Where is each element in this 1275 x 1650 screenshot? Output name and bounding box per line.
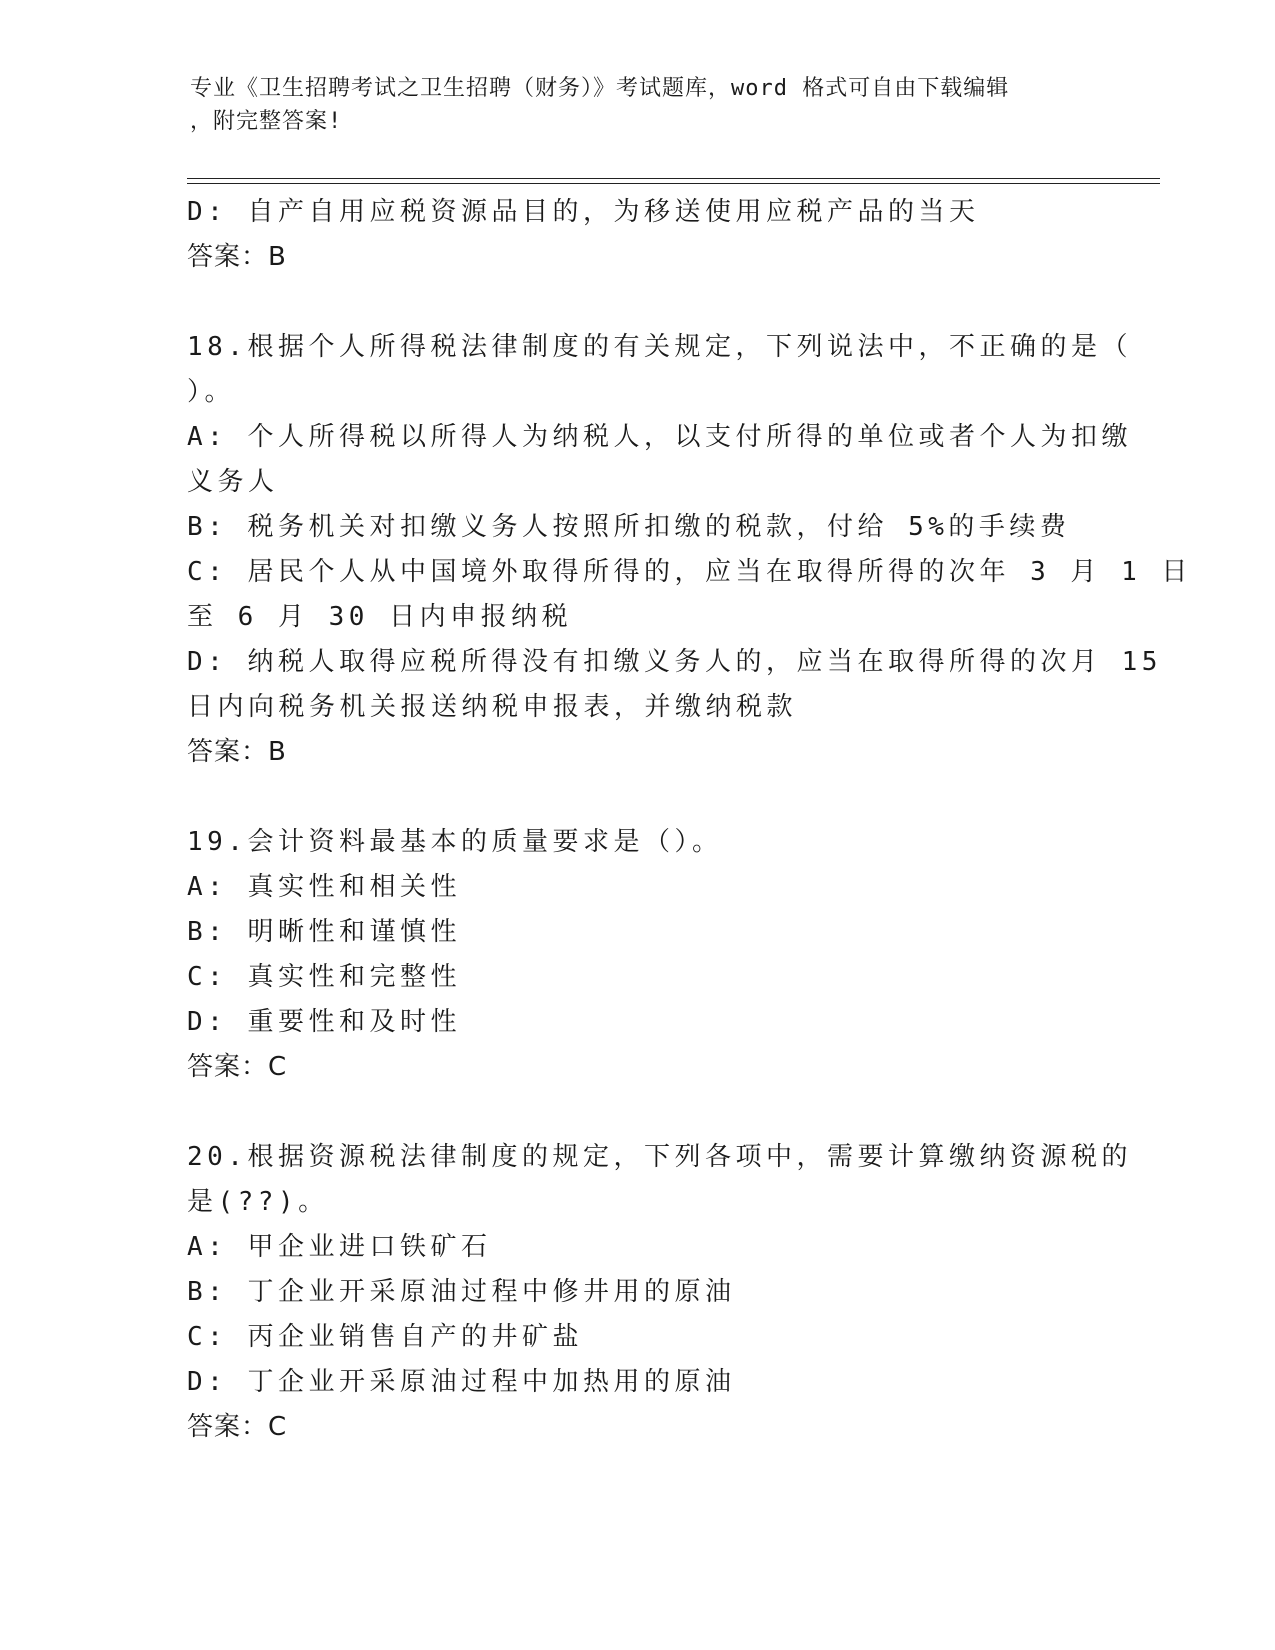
header-divider-top xyxy=(187,178,1160,179)
question-stem: 20.根据资源税法律制度的规定，下列各项中，需要计算缴纳资源税的 xyxy=(187,1142,1132,1172)
document-header xyxy=(190,72,1090,138)
option-d: D: 丁企业开采原油过程中加热用的原油 xyxy=(187,1367,736,1397)
question-18 xyxy=(187,325,1192,775)
header-line-1: 专业《卫生招聘考试之卫生招聘（财务）》考试题库，word 格式可自由下载编辑 xyxy=(190,76,1010,101)
option-c: C: 居民个人从中国境外取得所得的，应当在取得所得的次年 3 月 1 日 xyxy=(187,557,1192,587)
answer-line: 答案：C xyxy=(187,1052,288,1082)
question-stem: 18.根据个人所得税法律制度的有关规定，下列说法中，不正确的是（ xyxy=(187,332,1132,362)
option-c: C: 丙企业销售自产的井矿盐 xyxy=(187,1322,583,1352)
option-a-continued: 义务人 xyxy=(187,467,279,497)
question-stem-continued: ）。 xyxy=(187,377,236,407)
option-c-continued: 至 6 月 30 日内申报纳税 xyxy=(187,602,573,632)
option-a: A: 真实性和相关性 xyxy=(187,872,461,902)
answer-line: 答案：B xyxy=(187,737,287,767)
question-list xyxy=(187,190,1192,1495)
option-a: A: 个人所得税以所得人为纳税人，以支付所得的单位或者个人为扣缴 xyxy=(187,422,1132,452)
answer-line: 答案：C xyxy=(187,1412,288,1442)
question-stem: 19.会计资料最基本的质量要求是（）。 xyxy=(187,827,723,857)
option-d: D: 自产自用应税资源品目的，为移送使用应税产品的当天 xyxy=(187,197,980,227)
option-d: D: 纳税人取得应税所得没有扣缴义务人的，应当在取得所得的次月 15 xyxy=(187,647,1162,677)
question-20 xyxy=(187,1135,1132,1450)
answer-line: 答案：B xyxy=(187,242,287,272)
question-17-tail xyxy=(187,190,1087,280)
header-line-2: ，附完整答案! xyxy=(190,109,343,134)
option-b: B: 税务机关对扣缴义务人按照所扣缴的税款，付给 5%的手续费 xyxy=(187,512,1071,542)
option-b: B: 丁企业开采原油过程中修井用的原油 xyxy=(187,1277,736,1307)
option-c: C: 真实性和完整性 xyxy=(187,962,461,992)
question-19 xyxy=(187,820,1087,1090)
option-d: D: 重要性和及时性 xyxy=(187,1007,461,1037)
option-b: B: 明晰性和谨慎性 xyxy=(187,917,461,947)
option-d-continued: 日内向税务机关报送纳税申报表，并缴纳税款 xyxy=(187,692,798,722)
option-a: A: 甲企业进口铁矿石 xyxy=(187,1232,492,1262)
question-stem-continued: 是(??)。 xyxy=(187,1187,329,1217)
header-divider-bottom xyxy=(187,183,1160,184)
